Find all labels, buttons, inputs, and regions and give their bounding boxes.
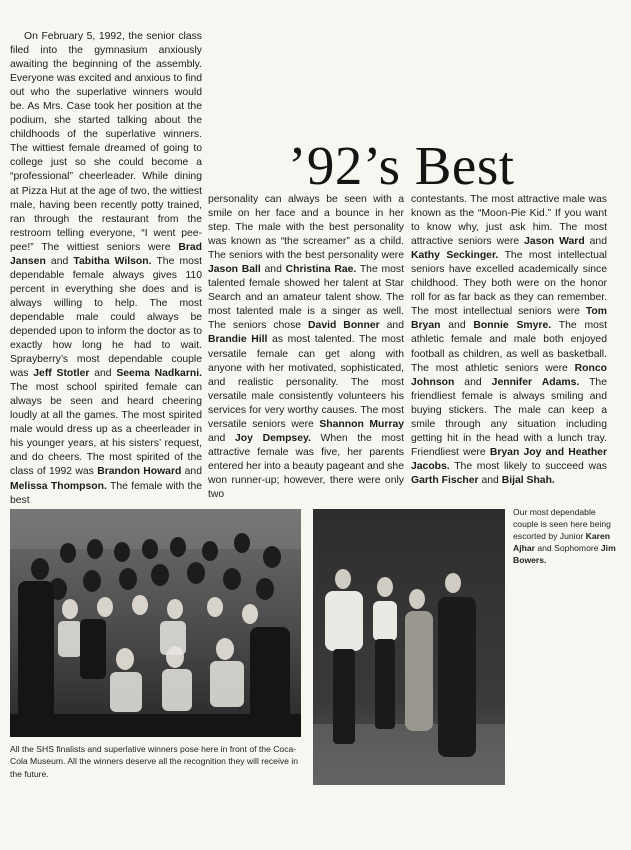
winner-name: Joy Dempsey. bbox=[235, 432, 311, 444]
winner-name: Brad Jansen bbox=[10, 241, 202, 267]
winner-name: Christina Rae. bbox=[285, 264, 357, 276]
winner-name: Brandon Howard bbox=[97, 466, 182, 478]
escort-photo-caption: Our most dependable couple is seen here being escorted by Junior Karen Ajhar and Sophomore Jim Bowers. bbox=[513, 507, 616, 565]
winner-name: Ronco Johnson bbox=[411, 362, 607, 388]
page-title: ’92’s Best bbox=[288, 135, 515, 196]
winner-name: Garth Fischer bbox=[411, 474, 479, 486]
escort-photo bbox=[313, 509, 505, 785]
article-column-1 bbox=[10, 30, 202, 508]
group-photo-caption: All the SHS finalists and superlative winners pose here in front of the Coca-Cola Museum. All the winners deserve all the recognition they will receive in the future. bbox=[10, 744, 299, 779]
winner-name: Bonnie Smyre. bbox=[473, 320, 552, 332]
winner-name: Karen Ajhar bbox=[513, 531, 610, 553]
winner-name: Shannon Murray bbox=[319, 418, 404, 430]
article-column-2 bbox=[208, 193, 404, 502]
winner-name: Melissa Thompson. bbox=[10, 480, 107, 492]
article-paragraph: personality can always be seen with a smile on her face and a bounce in her step. The male with the best personality was known as “the screamer” as a child. The seniors with the best personality were Jason Ball and Christina Rae. The most talented female showed her talent at Star Search and an amateur talent show. The most talented male is a singer as well. The seniors chose David Bonner and Brandie Hill as most talented. The most versatile female can get along with anyone with her motivated, sophisticated, and realistic personality. The most versatile male consistently volunteers his services for very worthy causes. The most versatile seniors were Shannon Murray and Joy Dempsey. When the most attractive female was five, her parents entered her into a beauty pageant and she won runner-up; however, there were only two bbox=[208, 194, 404, 500]
winner-name: Kathy Seckinger. bbox=[411, 250, 499, 262]
article-column-3 bbox=[411, 193, 607, 488]
escort-photo-image bbox=[313, 509, 505, 785]
winner-name: Bijal Shah. bbox=[501, 474, 555, 486]
winner-name: Jason Ball bbox=[208, 264, 261, 276]
winner-name: Tabitha Wilson. bbox=[73, 255, 152, 267]
winner-name: Seema Nadkarni. bbox=[116, 368, 202, 380]
winner-name: Jason Ward bbox=[524, 236, 585, 248]
winner-name: Jim Bowers. bbox=[513, 543, 616, 565]
winner-name: David Bonner bbox=[308, 320, 380, 332]
article-paragraph: On February 5, 1992, the senior class filed into the gymnasium anxiously awaiting the beginning of the assembly. Everyone was excited and anxious to find out who the superlative winners would be. As Mrs. Case took her position at the podium, she started talking about the childhoods of the superlative winners. The wittiest female dreamed of going to college just so she could become a “professional” cheerleader. While dining at Pizza Hut at the age of two, the wittiest male, having been recently potty trained, ran through the restaurant from the restroom telling everyone, “I went pee-pee!” The wittiest seniors were Brad Jansen and Tabitha Wilson. The most dependable female always gives 110 percent in everything she does and is always willing to help. The most dependable male could always be depended upon to inform the doctor as to exactly how long he had to wait. Sprayberry’s most dependable couple was Jeff Stotler and Seema Nadkarni. The most school spirited female can always be seen and heard cheering loudly at all the games. The most spirited male would dress up as a cheerleader in his younger years, at his sisters’ request, and do cheers. The most spirited of the class of 1992 was Brandon Howard and Melissa Thompson. The female with the best bbox=[10, 31, 202, 506]
winner-name: Jeff Stotler bbox=[33, 368, 90, 380]
group-photo bbox=[10, 509, 301, 737]
group-photo-image bbox=[10, 509, 301, 737]
winner-name: Tom Bryan bbox=[411, 306, 607, 332]
winner-name: Brandie Hill bbox=[208, 334, 268, 346]
winner-name: Bryan Joy and Heather Jacobs. bbox=[411, 446, 607, 472]
winner-name: Jennifer Adams. bbox=[491, 376, 580, 388]
article-paragraph: contestants. The most attractive male was known as the “Moon-Pie Kid.” If you want to know why, just ask him. The most attractive seniors were Jason Ward and Kathy Seckinger. The most intellectual seniors have excelled academically since childhood. They both were on the honor roll for as far back as they can remember. The most intellectual seniors were Tom Bryan and Bonnie Smyre. The most athletic female and male both enjoyed football as children, as well as basketball. The most athletic seniors were Ronco Johnson and Jennifer Adams. The friendliest female is always smiling and buying stickers. The male can keep a smile through any situation including getting hit in the head with a lunch tray. Friendliest were Bryan Joy and Heather Jacobs. The most likely to succeed was Garth Fischer and Bijal Shah. bbox=[411, 194, 607, 486]
